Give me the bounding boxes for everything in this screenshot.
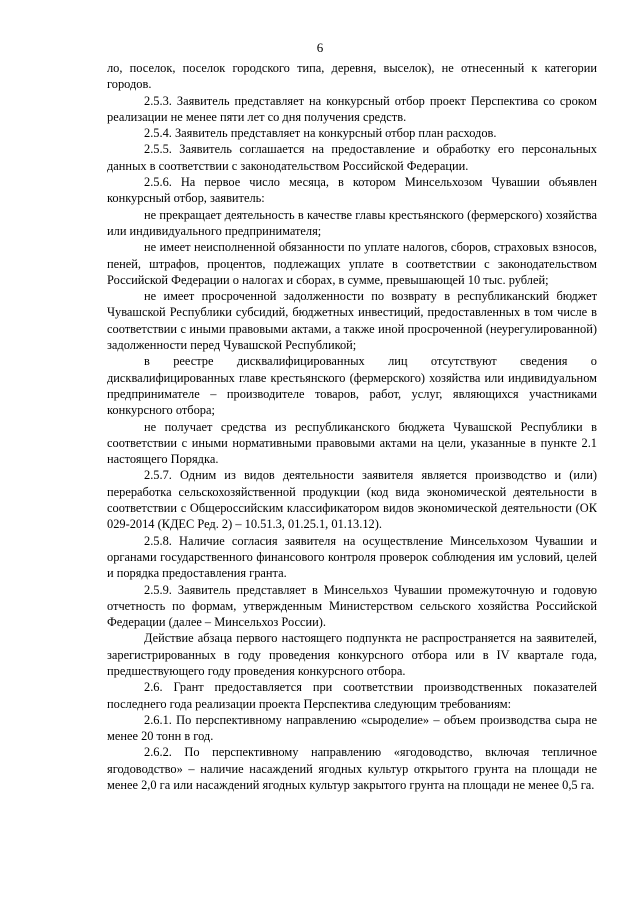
paragraph-2-6-1: 2.6.1. По перспективному направлению «сыроделие» – объем производства сыра не менее 20 тонн в год. bbox=[107, 712, 597, 744]
paragraph-2-5-6-item-4: в реестре дисквалифицированных лиц отсутствуют сведения о дисквалифицированных главе крестьянского (фермерского) хозяйства или индивидуальном предпринимателе – производителе товаров, работ, услуг, являющихся участниками конкурсного отбора; bbox=[107, 354, 597, 418]
paragraph-2-5-5: 2.5.5. Заявитель соглашается на предоставление и обработку его персональных данных в соответствии с законодательством Российской Федерации. bbox=[107, 142, 597, 173]
paragraph-2-5-7: 2.5.7. Одним из видов деятельности заявителя является производство и (или) переработка сельскохозяйственной продукции (код вида экономической деятельности в соответствии с Общероссийским классификатором видов экономической деятельности (ОК 029-2014 (КДЕС Ред. 2) – 10.51.3, 01.25.1, 01.13.12). bbox=[107, 468, 597, 532]
paragraph-2-5-6-item-3: не имеет просроченной задолженности по возврату в республиканский бюджет Чувашской Республики субсидий, бюджетных инвестиций, предоставленных в том числе в соответствии с иными правовыми актами, а также иной просроченной (неурегулированной) задолженности перед Чувашской Республикой; bbox=[107, 289, 597, 353]
paragraph-2-5-6-item-2: не имеет неисполненной обязанности по уплате налогов, сборов, страховых взносов, пеней, штрафов, процентов, подлежащих уплате в соответствии с законодательством Российской Федерации о налогах и сборах, в сумме, превышающей 10 тыс. рублей; bbox=[107, 240, 597, 287]
paragraph-2-5-3: 2.5.3. Заявитель представляет на конкурсный отбор проект Перспектива со сроком реализации не менее пяти лет со дня получения средств. bbox=[107, 93, 597, 124]
paragraph-2-5-6-item-1: не прекращает деятельность в качестве главы крестьянского (фермерского) хозяйства или индивидуального предпринимателя; bbox=[107, 207, 597, 238]
paragraph-2-5-8: 2.5.8. Наличие согласия заявителя на осуществление Минсельхозом Чувашии и органами государственного финансового контроля проверок соблюдения им условий, целей и порядка предоставления гранта. bbox=[107, 533, 597, 581]
paragraph-2-5-4: 2.5.4. Заявитель представляет на конкурсный отбор план расходов. bbox=[144, 126, 497, 141]
paragraph-2-5-9: 2.5.9. Заявитель представляет в Минсельхоз Чувашии промежуточную и годовую отчетность по формам, утвержденным Министерством сельского хозяйства Российской Федерации (далее – Минсельхоз России). bbox=[107, 582, 597, 630]
document-body bbox=[107, 60, 597, 793]
paragraph-continuation: ло, поселок, поселок городского типа, деревня, выселок), не отнесенный к категории городов. bbox=[107, 61, 597, 92]
paragraph-2-5-9-note: Действие абзаца первого настоящего подпункта не распространяется на заявителей, зарегистрированных в году проведения конкурсного отбора или в IV квартале года, предшествующего году проведения конкурсного отбора. bbox=[107, 631, 597, 678]
page-number: 6 bbox=[316, 40, 324, 55]
paragraph-2-6-2: 2.6.2. По перспективному направлению «ягодоводство, включая тепличное ягодоводство» – наличие насаждений ягодных культур открытого грунта на площади не менее 2,0 га или насаждений ягодных культур закрытого грунта на площади не менее 0,5 га. bbox=[107, 745, 597, 793]
paragraph-2-5-6-item-5: не получает средства из республиканского бюджета Чувашской Республики в соответствии с иными нормативными правовыми актами на цели, указанные в пункте 2.1 настоящего Порядка. bbox=[107, 419, 597, 467]
paragraph-2-5-6: 2.5.6. На первое число месяца, в котором Минсельхозом Чувашии объявлен конкурсный отбор, заявитель: bbox=[107, 175, 597, 206]
paragraph-2-6: 2.6. Грант предоставляется при соответствии производственных показателей последнего года реализации проекта Перспектива следующим требованиям: bbox=[107, 680, 597, 711]
